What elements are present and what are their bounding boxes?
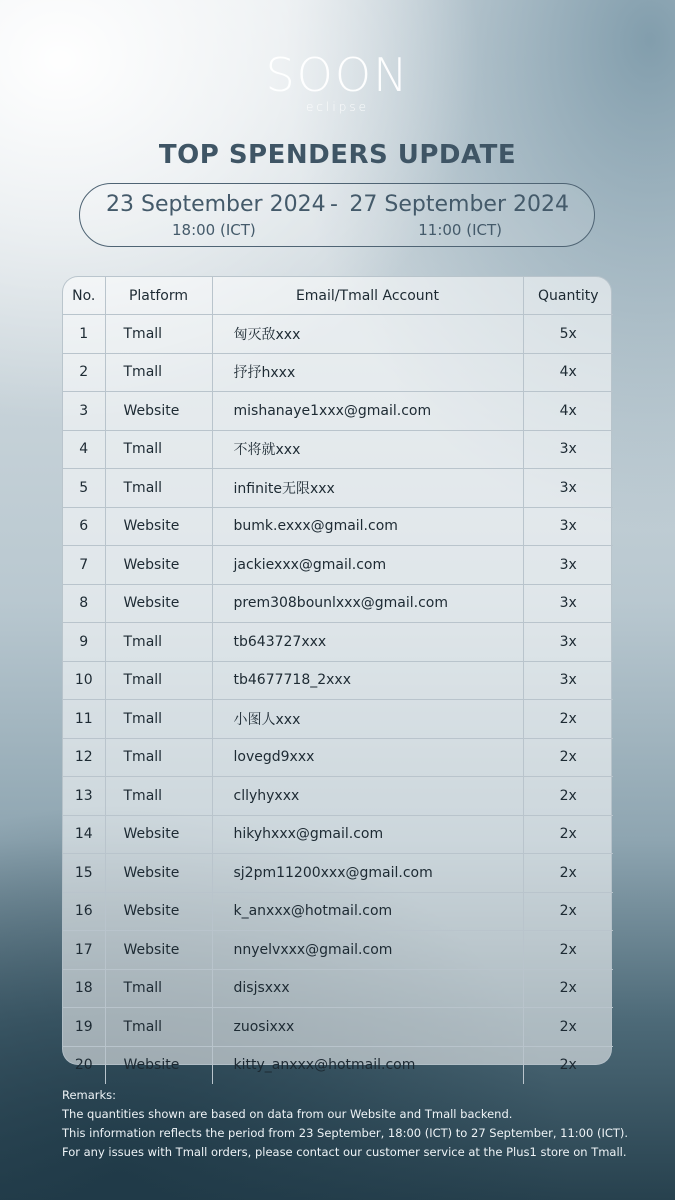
cell-platform: Tmall [105, 623, 212, 662]
cell-quantity: 2x [523, 969, 613, 1008]
cell-quantity: 2x [523, 815, 613, 854]
cell-account: sj2pm11200xxx@gmail.com [212, 854, 523, 893]
table-row [63, 931, 613, 970]
cell-account: 抒抒hxxx [212, 353, 523, 392]
cell-quantity: 3x [523, 430, 613, 469]
cell-platform: Tmall [105, 777, 212, 816]
cell-platform: Website [105, 1046, 212, 1084]
cell-quantity: 3x [523, 507, 613, 546]
table-row [63, 700, 613, 739]
cell-account: 小图人xxx [212, 700, 523, 739]
cell-account: hikyhxxx@gmail.com [212, 815, 523, 854]
cell-quantity: 2x [523, 700, 613, 739]
table-row [63, 353, 613, 392]
cell-no: 9 [63, 623, 105, 662]
remarks-line: For any issues with Tmall orders, please contact our customer service at the Plus1 store on Tmall. [62, 1145, 627, 1159]
cell-platform: Tmall [105, 315, 212, 354]
table-row [63, 546, 613, 585]
cell-platform: Website [105, 546, 212, 585]
brand-wordmark: SOON [265, 48, 410, 102]
table-body [63, 315, 613, 1085]
table-row [63, 1046, 613, 1084]
cell-quantity: 2x [523, 777, 613, 816]
cell-account: jackiexxx@gmail.com [212, 546, 523, 585]
cell-quantity: 2x [523, 1008, 613, 1047]
cell-account: bumk.exxx@gmail.com [212, 507, 523, 546]
brand-logo [0, 48, 675, 114]
cell-quantity: 3x [523, 469, 613, 508]
cell-account: k_anxxx@hotmail.com [212, 892, 523, 931]
cell-quantity: 5x [523, 315, 613, 354]
header-account: Email/Tmall Account [212, 277, 523, 315]
cell-platform: Website [105, 892, 212, 931]
remarks-heading: Remarks: [62, 1088, 117, 1102]
cell-no: 16 [63, 892, 105, 931]
cell-no: 12 [63, 738, 105, 777]
spenders-table [63, 277, 613, 1084]
cell-no: 8 [63, 584, 105, 623]
page-title: TOP SPENDERS UPDATE [158, 140, 517, 170]
cell-account: infinite无限xxx [212, 469, 523, 508]
table-row [63, 315, 613, 354]
cell-no: 11 [63, 700, 105, 739]
cell-account: prem308bounlxxx@gmail.com [212, 584, 523, 623]
cell-platform: Website [105, 392, 212, 431]
cell-quantity: 2x [523, 854, 613, 893]
cell-no: 19 [63, 1008, 105, 1047]
cell-account: kitty_anxxx@hotmail.com [212, 1046, 523, 1084]
cell-platform: Tmall [105, 469, 212, 508]
table-row [63, 969, 613, 1008]
cell-quantity: 3x [523, 584, 613, 623]
cell-quantity: 4x [523, 353, 613, 392]
remarks-section [62, 1086, 662, 1162]
cell-platform: Website [105, 854, 212, 893]
cell-platform: Tmall [105, 738, 212, 777]
table-row [63, 661, 613, 700]
table-header-row [63, 277, 613, 315]
end-time: 11:00 (ICT) [418, 221, 502, 239]
cell-platform: Tmall [105, 661, 212, 700]
cell-no: 14 [63, 815, 105, 854]
cell-no: 4 [63, 430, 105, 469]
header-quantity: Quantity [523, 277, 613, 315]
cell-platform: Website [105, 931, 212, 970]
cell-platform: Tmall [105, 430, 212, 469]
table-row [63, 892, 613, 931]
end-date: 27 September 2024 [349, 192, 569, 217]
cell-quantity: 3x [523, 661, 613, 700]
cell-no: 15 [63, 854, 105, 893]
cell-platform: Tmall [105, 969, 212, 1008]
start-time: 18:00 (ICT) [172, 221, 256, 239]
cell-quantity: 3x [523, 546, 613, 585]
cell-quantity: 2x [523, 931, 613, 970]
table-row [63, 854, 613, 893]
brand-subtitle: eclipse [306, 100, 369, 114]
date-separator: - [330, 192, 338, 217]
cell-platform: Website [105, 507, 212, 546]
cell-account: tb643727xxx [212, 623, 523, 662]
cell-no: 10 [63, 661, 105, 700]
cell-account: nnyelvxxx@gmail.com [212, 931, 523, 970]
cell-quantity: 2x [523, 738, 613, 777]
table-row [63, 430, 613, 469]
table-row [63, 777, 613, 816]
table-row [63, 507, 613, 546]
cell-quantity: 2x [559, 1057, 577, 1074]
remarks-line: The quantities shown are based on data from our Website and Tmall backend. [62, 1107, 513, 1121]
table-row [63, 815, 613, 854]
cell-account: 不将就xxx [212, 430, 523, 469]
table-row [63, 584, 613, 623]
cell-account: lovegd9xxx [212, 738, 523, 777]
table-row [63, 623, 613, 662]
cell-platform: Website [105, 815, 212, 854]
table-row [63, 469, 613, 508]
cell-quantity: 2x [523, 892, 613, 931]
cell-account: 匈灭敌xxx [212, 315, 523, 354]
cell-no: 20 [63, 1046, 105, 1084]
spenders-table-container [62, 276, 612, 1074]
cell-account: zuosixxx [212, 1008, 523, 1047]
cell-no: 5 [63, 469, 105, 508]
cell-platform: Website [105, 584, 212, 623]
header-no: No. [63, 277, 105, 315]
header-platform: Platform [105, 277, 212, 315]
cell-no: 2 [63, 353, 105, 392]
remarks-line: This information reflects the period from 23 September, 18:00 (ICT) to 27 September, 11:00 (ICT). [62, 1126, 629, 1140]
cell-account: tb4677718_2xxx [212, 661, 523, 700]
cell-no: 17 [63, 931, 105, 970]
table-row [63, 1008, 613, 1047]
cell-no: 7 [63, 546, 105, 585]
table-row [63, 738, 613, 777]
cell-platform: Tmall [105, 700, 212, 739]
cell-account: cllyhyxxx [212, 777, 523, 816]
cell-account: mishanaye1xxx@gmail.com [212, 392, 523, 431]
date-range-pill [79, 183, 595, 247]
cell-platform: Tmall [105, 1008, 212, 1047]
cell-no: 6 [63, 507, 105, 546]
cell-platform: Tmall [105, 353, 212, 392]
cell-no: 1 [63, 315, 105, 354]
cell-no: 13 [63, 777, 105, 816]
cell-no: 18 [63, 969, 105, 1008]
cell-no: 3 [63, 392, 105, 431]
table-row [63, 392, 613, 431]
cell-account: disjsxxx [212, 969, 523, 1008]
cell-quantity: 4x [523, 392, 613, 431]
cell-quantity: 3x [523, 623, 613, 662]
start-date: 23 September 2024 [106, 192, 326, 217]
